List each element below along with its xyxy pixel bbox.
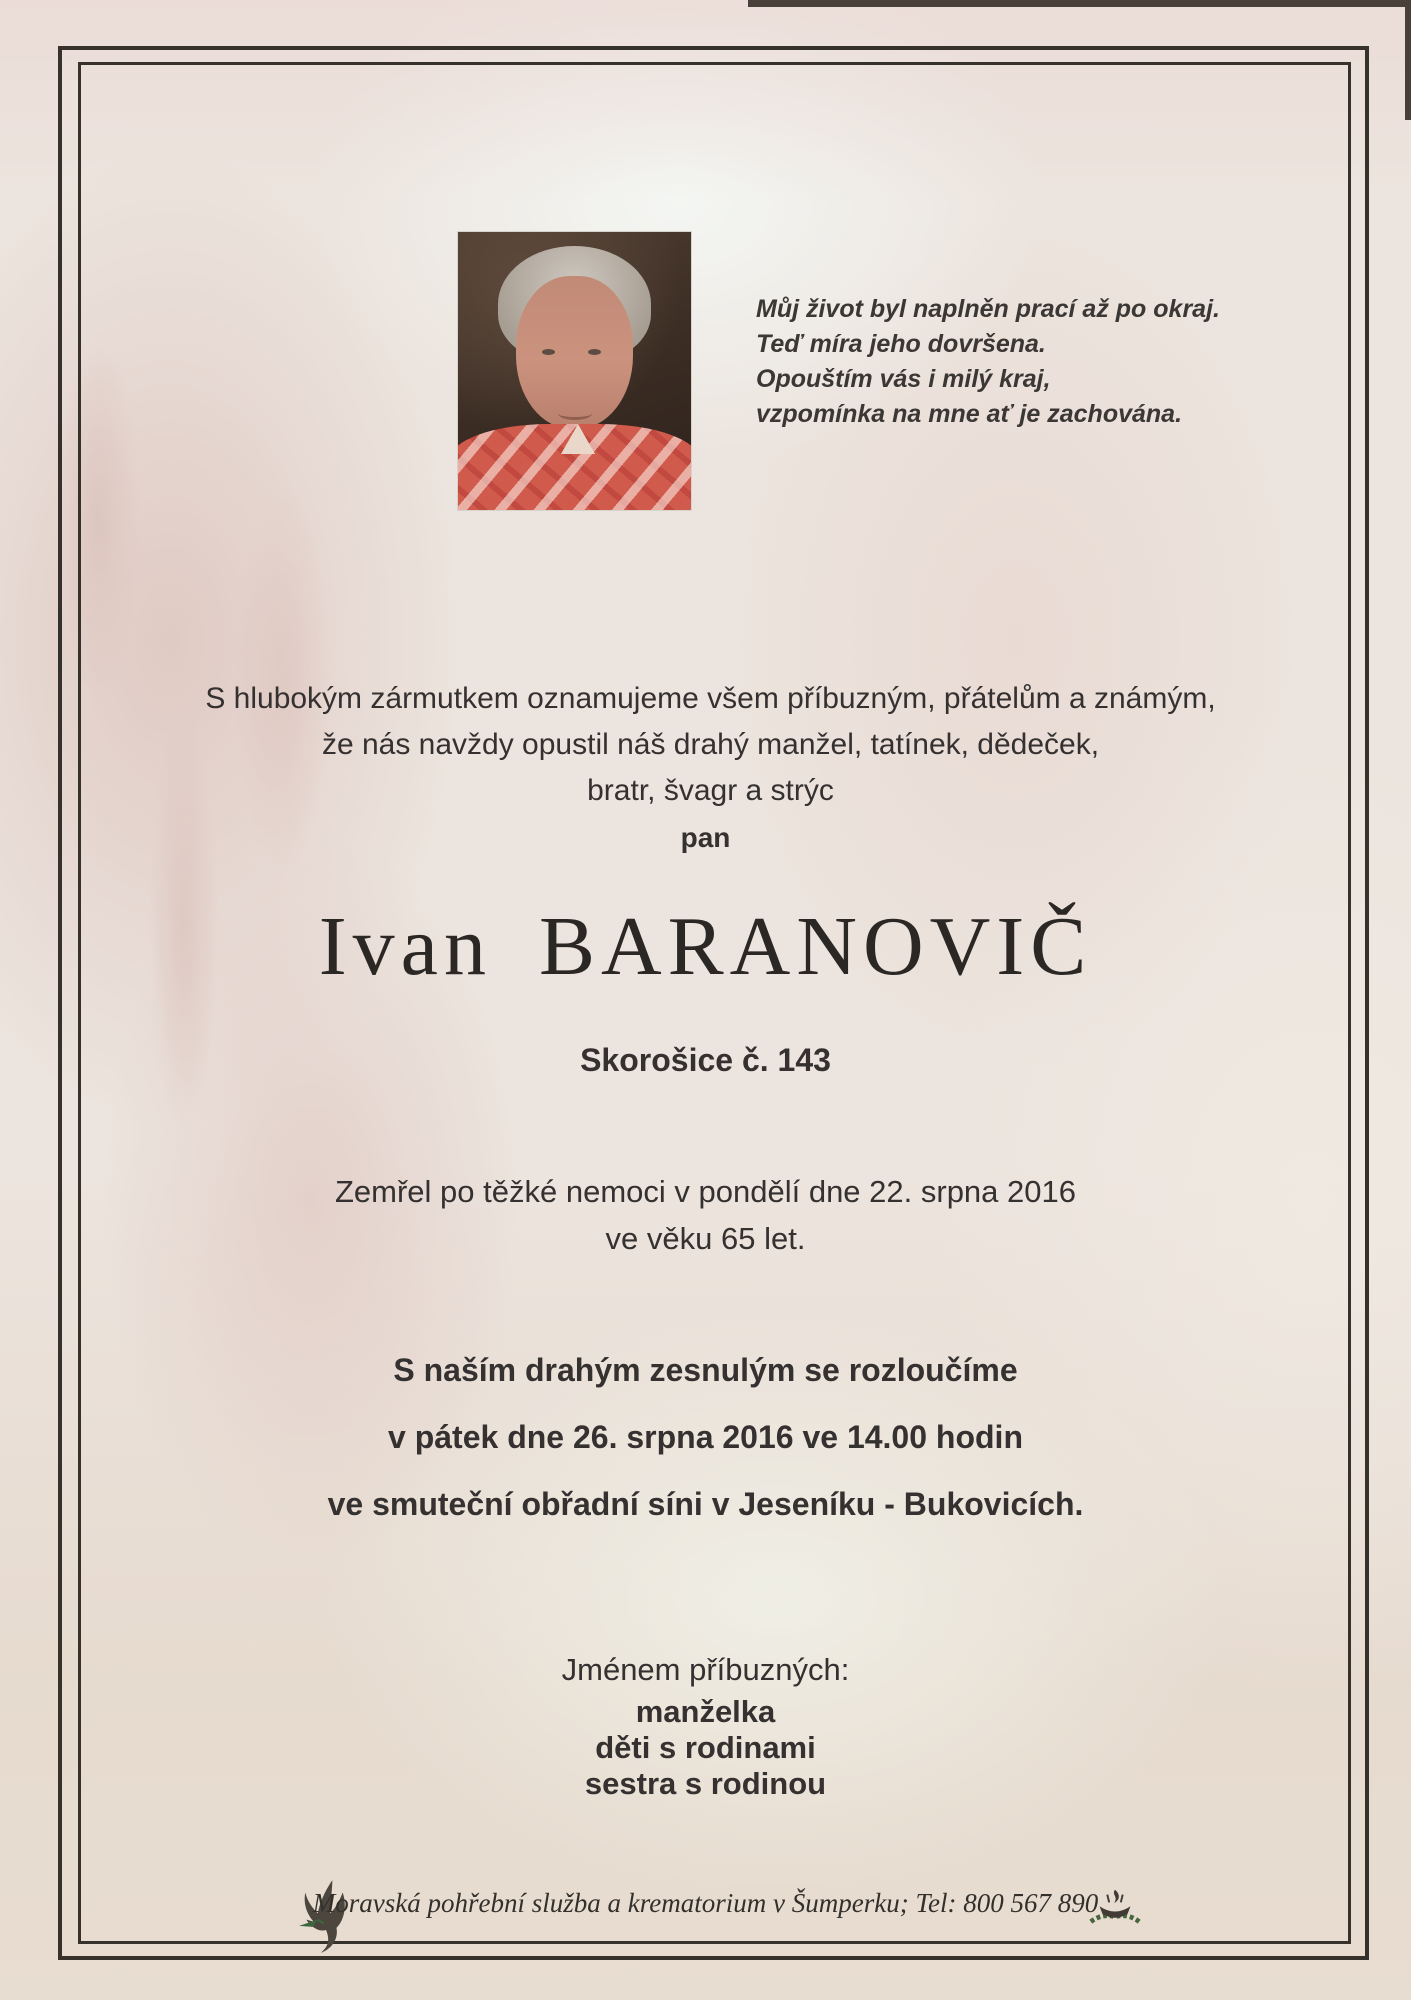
salutation: pan [680, 822, 731, 853]
family-member: sestra s rodinou [584, 1766, 827, 1801]
death-notice-line: ve věku 65 let. [605, 1221, 806, 1256]
family-member: manželka [635, 1694, 776, 1729]
verse-line: Opouštím vás i milý kraj, [756, 365, 1051, 393]
deceased-name: Ivan BARANOVIČ [318, 900, 1093, 993]
verse-line: vzpomínka na mne ať je zachována. [756, 400, 1183, 428]
family-member: děti s rodinami [595, 1730, 816, 1765]
memorial-verse [756, 292, 1276, 432]
farewell-line: S naším drahým zesnulým se rozloučíme [393, 1352, 1018, 1388]
family-signature-members [0, 1694, 1411, 1802]
verse-line: Můj život byl naplněn prací až po okraj. [756, 295, 1220, 323]
flame-bowl-laurel-icon [1086, 1886, 1144, 1938]
announcement-line: bratr, švagr a strýc [587, 774, 834, 807]
announcement-paragraph [100, 676, 1321, 814]
scan-edge-artifact-right [1405, 0, 1411, 120]
farewell-details [0, 1352, 1411, 1553]
family-signature-intro: Jménem příbuzných: [561, 1652, 850, 1687]
death-notice [0, 1168, 1411, 1262]
announcement-line: že nás navždy opustil náš drahý manžel, tatínek, dědeček, [321, 728, 1100, 761]
death-notice-line: Zemřel po těžké nemoci v pondělí dne 22. srpna 2016 [334, 1174, 1076, 1209]
portrait-eye-right [588, 349, 601, 355]
announcement-line: S hlubokým zármutkem oznamujeme všem příbuzným, přátelům a známým, [205, 682, 1216, 715]
scan-edge-artifact-top [748, 0, 1411, 7]
portrait-eye-left [542, 349, 555, 355]
verse-line: Teď míra jeho dovršena. [756, 330, 1046, 358]
portrait-collar [561, 424, 595, 454]
deceased-address: Skorošice č. 143 [580, 1042, 831, 1078]
farewell-line: ve smuteční obřadní síni v Jeseníku - Bukovicích. [327, 1486, 1084, 1522]
portrait-photo [458, 232, 691, 510]
funeral-service-info: Moravská pohřební služba a krematorium v Šumperku; Tel: 800 567 890 [312, 1888, 1099, 1918]
farewell-line: v pátek dne 26. srpna 2016 ve 14.00 hodin [388, 1419, 1023, 1455]
